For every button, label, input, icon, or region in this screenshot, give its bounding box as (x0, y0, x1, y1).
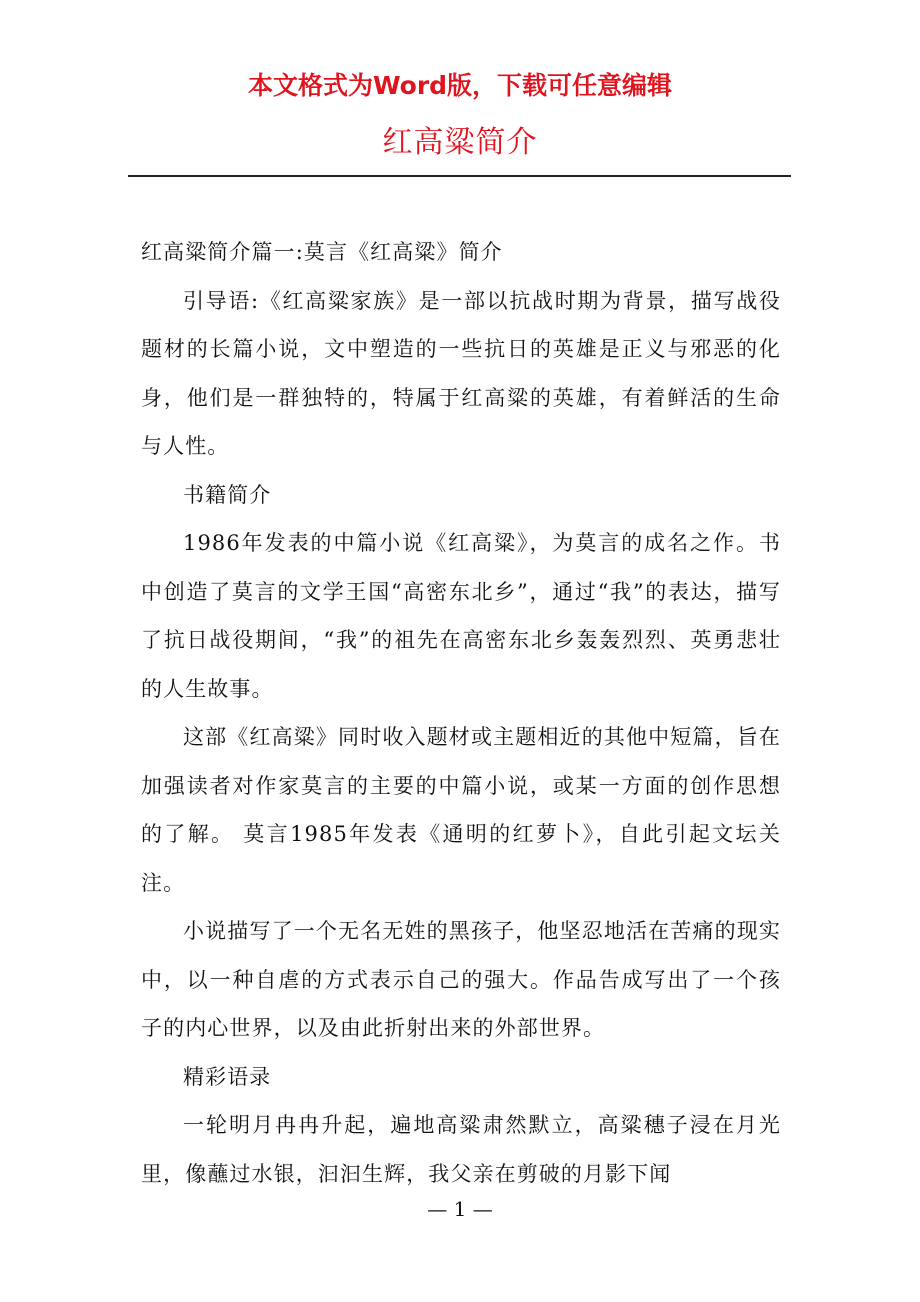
section-heading: 红高粱简介篇一:莫言《红高粱》简介 (141, 240, 503, 264)
paragraph-quote: 一轮明月冉冉升起，遍地高粱肃然默立，高粱穗子浸在月光里，像蘸过水银，汩汩生辉，我父亲在剪破的月影下闻 (141, 1113, 781, 1186)
paragraph-novel-summary: 小说描写了一个无名无姓的黑孩子，他坚忍地活在苦痛的现实中，以一种自虐的方式表示自己的强大。作品告成写出了一个孩子的内心世界，以及由此折射出来的外部世界。 (141, 919, 781, 1040)
subheading-quotes: 精彩语录 (183, 1064, 272, 1089)
paragraph-collection: 这部《红高粱》同时收入题材或主题相近的其他中短篇，旨在加强读者对作家莫言的主要的中篇小说，或某一方面的创作思想的了解。 莫言1985年发表《通明的红萝卜》，自此引起文坛关注。 (141, 725, 781, 895)
page-number: — 1 — (427, 1197, 493, 1221)
document-title: 红高粱简介 (382, 125, 538, 160)
document-body (141, 228, 781, 1198)
format-notice-banner: 本文格式为Word版，下载可任意编辑 (247, 71, 673, 100)
title-divider (128, 175, 791, 177)
paragraph-book-intro: 1986年发表的中篇小说《红高粱》，为莫言的成名之作。书中创造了莫言的文学王国“高密东北乡”，通过“我”的表达，描写了抗日战役期间，“我”的祖先在高密东北乡轰轰烈烈、英勇悲壮的人生故事。 (141, 531, 781, 701)
paragraph-intro: 引导语:《红高粱家族》是一部以抗战时期为背景，描写战役题材的长篇小说，文中塑造的一些抗日的英雄是正义与邪恶的化身，他们是一群独特的，特属于红高粱的英雄，有着鲜活的生命与人性。 (141, 288, 781, 458)
subheading-book-intro: 书籍简介 (183, 482, 272, 507)
